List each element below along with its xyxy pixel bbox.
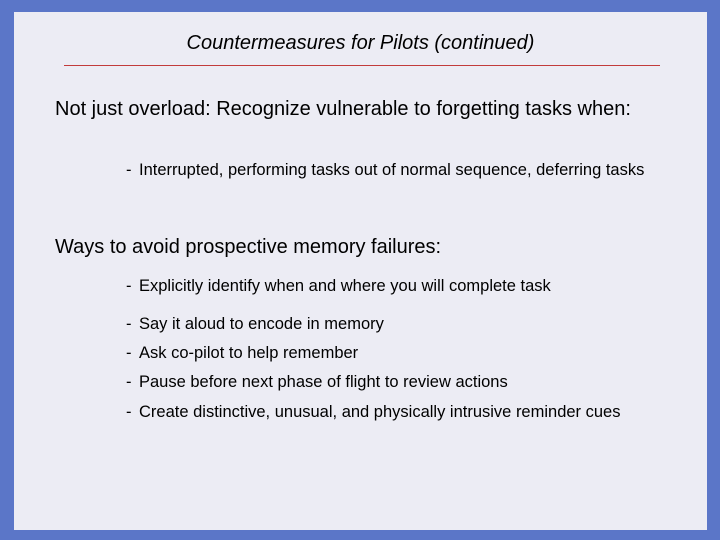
title-divider	[64, 65, 660, 66]
bullet-dash: -	[126, 315, 132, 333]
bullet-dash: -	[126, 277, 132, 295]
list-item: - Interrupted, performing tasks out of normal sequence, deferring tasks	[126, 161, 645, 179]
list-item: - Create distinctive, unusual, and physically intrusive reminder cues	[126, 403, 621, 421]
avoid-bullet-list-b	[126, 310, 686, 423]
section-heading-avoid-failures: Ways to avoid prospective memory failures:	[55, 236, 442, 258]
slide-title: Countermeasures for Pilots (continued)	[186, 32, 535, 54]
bullet-dash: -	[126, 403, 132, 421]
overload-bullet-list	[126, 159, 686, 181]
slide	[14, 12, 707, 530]
list-item: - Explicitly identify when and where you will complete task	[126, 277, 551, 295]
list-item: - Pause before next phase of flight to review actions	[126, 368, 686, 397]
section-heading-overload: Not just overload: Recognize vulnerable to forgetting tasks when:	[55, 98, 631, 120]
list-item: - Say it aloud to encode in memory	[126, 310, 686, 339]
avoid-bullet-list-a	[126, 275, 686, 297]
bullet-dash: -	[126, 344, 132, 362]
bullet-dash: -	[126, 373, 132, 391]
bullet-dash: -	[126, 161, 132, 179]
list-item: - Ask co-pilot to help remember	[126, 339, 686, 368]
